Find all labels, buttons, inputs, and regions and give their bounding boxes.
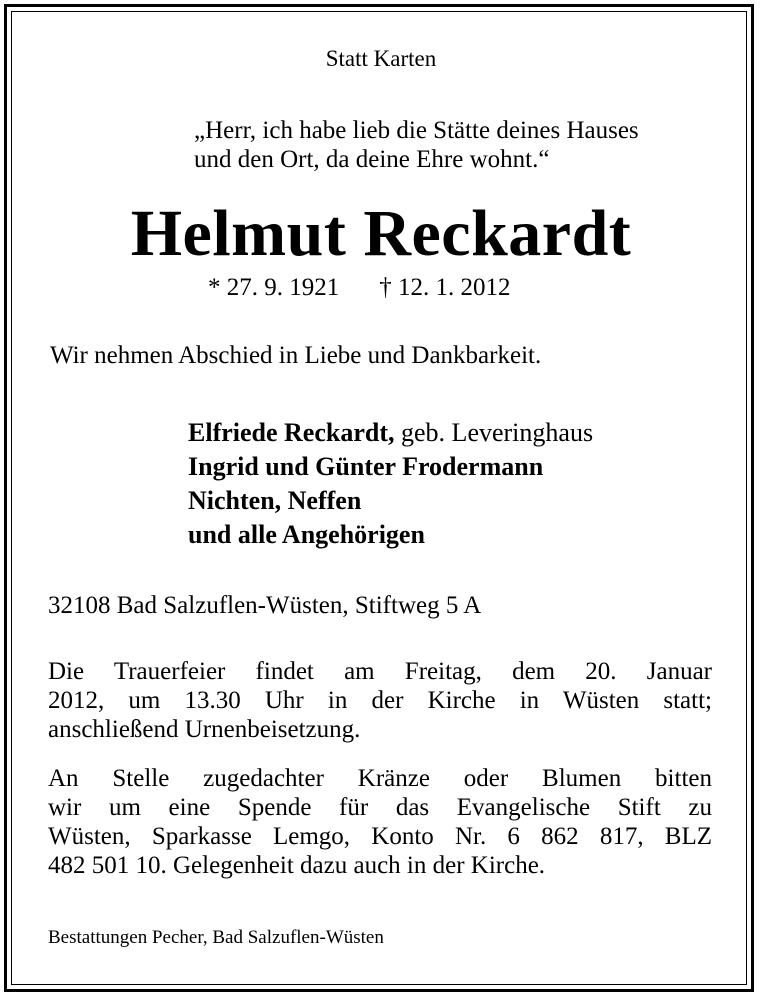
service-line: 2012, um 13.30 Uhr in der Kirche in Wüsten statt; xyxy=(48,687,712,714)
mourner-row: Nichten, Neffen xyxy=(188,486,362,515)
donation-line: Wüsten, Sparkasse Lemgo, Konto Nr. 6 862 817, BLZ xyxy=(48,823,712,850)
mourner-row: und alle Angehörigen xyxy=(188,520,425,549)
quote-line: und den Ort, da deine Ehre wohnt.“ xyxy=(194,146,550,173)
bible-quote xyxy=(194,116,734,174)
spouse-maiden-name: geb. Leveringhaus xyxy=(394,418,594,447)
mourner-row: Ingrid und Günter Frodermann xyxy=(188,452,544,481)
death-date: † 12. 1. 2012 xyxy=(379,274,511,301)
donation-paragraph xyxy=(48,764,712,880)
service-paragraph xyxy=(48,657,712,744)
mourners-block xyxy=(188,416,593,552)
farewell-text: Wir nehmen Abschied in Liebe und Dankbarkeit. xyxy=(50,342,542,369)
funeral-home: Bestattungen Pecher, Bad Salzuflen-Wüsten xyxy=(48,927,384,948)
mourner-row xyxy=(188,416,593,450)
service-line: anschließend Urnenbeisetzung. xyxy=(48,716,361,743)
deceased-name: Helmut Reckardt xyxy=(130,197,632,270)
donation-line: An Stelle zugedachter Kränze oder Blumen bitten xyxy=(48,765,712,792)
quote-line: „Herr, ich habe lieb die Stätte deines Hauses xyxy=(194,117,639,144)
donation-line: 482 501 10. Gelegenheit dazu auch in der Kirche. xyxy=(48,852,546,879)
service-line: Die Trauerfeier findet am Freitag, dem 20. Januar xyxy=(48,658,712,685)
spouse-name: Elfriede Reckardt, xyxy=(188,418,395,447)
life-dates xyxy=(208,274,511,302)
address: 32108 Bad Salzuflen-Wüsten, Stiftweg 5 A xyxy=(48,592,482,619)
donation-line: wir um eine Spende für das Evangelische Stift zu xyxy=(48,794,712,821)
birth-date: * 27. 9. 1921 xyxy=(208,274,340,301)
header-text: Statt Karten xyxy=(325,46,437,71)
